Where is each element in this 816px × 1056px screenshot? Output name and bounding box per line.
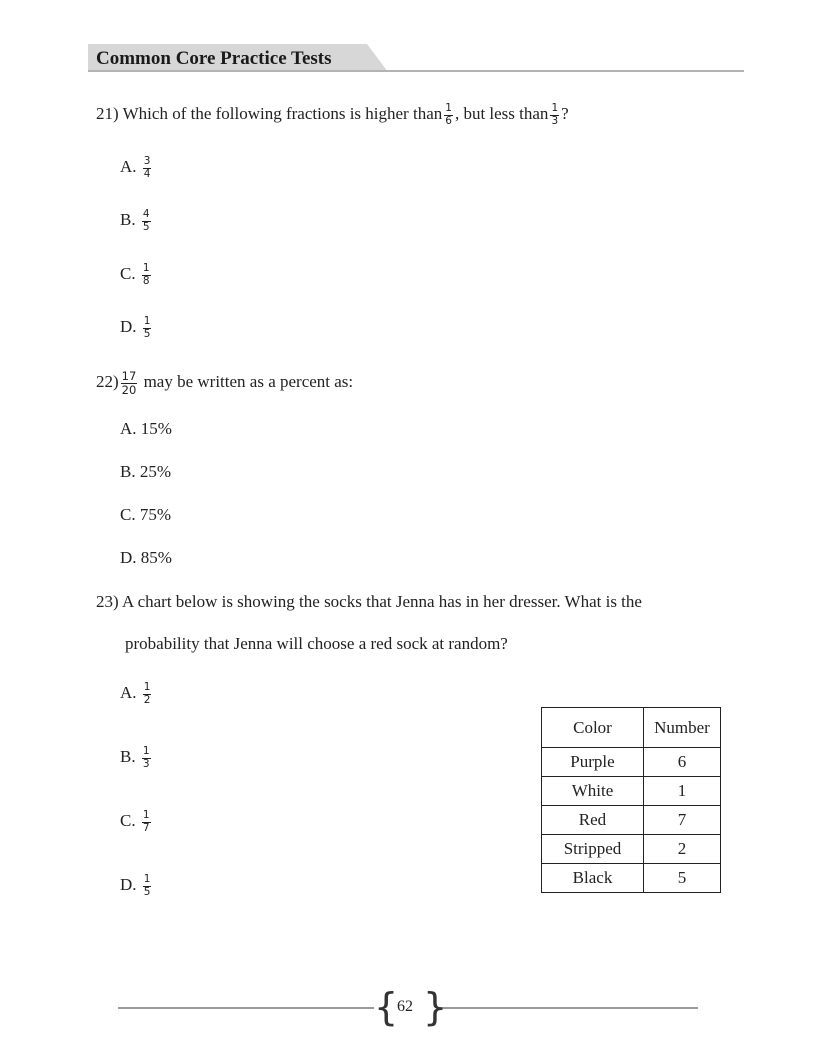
- table-cell: 1: [644, 777, 721, 806]
- page-header-title: Common Core Practice Tests: [96, 48, 332, 69]
- table-row: [542, 777, 721, 806]
- fraction: $\frac{1}{5}$: [143, 873, 151, 898]
- question-text-continued: probability that Jenna will choose a red sock at random?: [125, 634, 508, 653]
- table-cell: Stripped: [542, 835, 644, 864]
- fraction: $\frac{1}{3}$: [551, 102, 559, 127]
- fraction: $\frac{1}{6}$: [445, 102, 452, 127]
- table-cell: 2: [644, 835, 721, 864]
- table-row: [542, 806, 721, 835]
- table-row: [542, 748, 721, 777]
- table-cell: 7: [644, 806, 721, 835]
- question-text: A chart below is showing the socks that Jenna has in her dresser. What is the: [121, 592, 642, 611]
- answer-option-b[interactable]: [120, 746, 153, 770]
- question-text: ?: [561, 103, 569, 123]
- answer-option-d[interactable]: [120, 316, 153, 340]
- answer-option-d[interactable]: D. 85%: [120, 548, 172, 567]
- fraction: $\frac{17}{20}$: [121, 369, 137, 397]
- question-21: [96, 103, 569, 127]
- answer-option-a[interactable]: [120, 682, 153, 706]
- question-text: may be written as a percent as:: [143, 372, 354, 392]
- table-row: [542, 835, 721, 864]
- question-text: Which of the following fractions is higher than: [122, 103, 443, 123]
- option-label: A.: [120, 682, 137, 702]
- answer-option-c[interactable]: [120, 263, 153, 287]
- option-label: C.: [120, 810, 136, 830]
- sock-count-table: [541, 707, 721, 893]
- answer-option-c[interactable]: [120, 810, 153, 834]
- answer-option-c[interactable]: C. 75%: [120, 505, 171, 524]
- option-label: B.: [120, 209, 136, 229]
- table-cell: Red: [542, 806, 644, 835]
- question-23: [96, 593, 642, 610]
- header-rule: [88, 70, 744, 72]
- page-number: 62: [397, 998, 413, 1015]
- table-cell: Black: [542, 864, 644, 893]
- answer-option-b[interactable]: B. 25%: [120, 462, 171, 481]
- table-cell: White: [542, 777, 644, 806]
- option-label: A.: [120, 156, 137, 176]
- fraction: $\frac{1}{8}$: [142, 262, 150, 287]
- fraction: $\frac{1}{3}$: [142, 745, 150, 770]
- answer-option-a[interactable]: [120, 156, 153, 180]
- option-label: D.: [120, 874, 137, 894]
- fraction: $\frac{1}{7}$: [142, 809, 150, 834]
- table-header-row: [542, 708, 721, 748]
- right-brace-icon: }: [423, 985, 448, 1029]
- fraction: $\frac{1}{5}$: [143, 315, 151, 340]
- answer-option-a[interactable]: A. 15%: [120, 419, 172, 438]
- table-cell: Purple: [542, 748, 644, 777]
- question-number: 21): [96, 103, 119, 123]
- footer-rule-right: [436, 1007, 698, 1009]
- answer-option-b[interactable]: [120, 209, 153, 233]
- question-text: , but less than: [454, 103, 549, 123]
- footer-rule-left: [118, 1007, 374, 1009]
- column-header: Number: [644, 708, 721, 748]
- fraction: $\frac{4}{5}$: [142, 208, 150, 233]
- option-label: D.: [120, 316, 137, 336]
- table-cell: 6: [644, 748, 721, 777]
- question-number: 22): [96, 372, 119, 392]
- option-label: C.: [120, 263, 136, 283]
- column-header: Color: [542, 708, 644, 748]
- fraction: $\frac{3}{4}$: [143, 155, 151, 180]
- question-22: [96, 370, 353, 396]
- question-number: 23): [96, 592, 119, 611]
- answer-option-d[interactable]: [120, 874, 153, 898]
- table-cell: 5: [644, 864, 721, 893]
- fraction: $\frac{1}{2}$: [143, 681, 151, 706]
- table-row: [542, 864, 721, 893]
- left-brace-icon: {: [374, 985, 399, 1029]
- option-label: B.: [120, 746, 136, 766]
